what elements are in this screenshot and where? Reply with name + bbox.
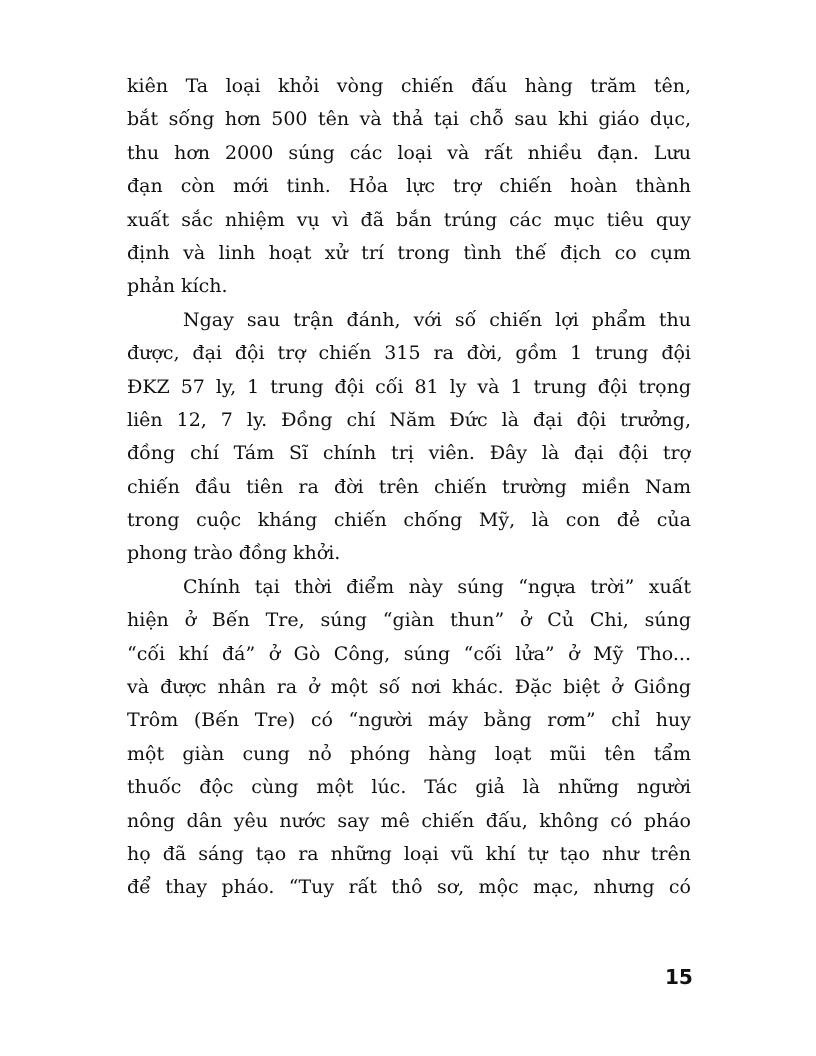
paragraph-start-line: Ngay sau trận đánh, với số chiến lợi phẩm thu: [183, 308, 691, 331]
text-line: và được nhân ra ở một số nơi khác. Đặc biệt ở Giồng: [127, 676, 691, 699]
text-line: đồng chí Tám Sĩ chính trị viên. Đây là đại đội trợ: [127, 442, 691, 465]
text-line: liên 12, 7 ly. Đồng chí Năm Đức là đại đội trưởng,: [127, 408, 691, 431]
text-line: thu hơn 2000 súng các loại và rất nhiều đạn. Lưu: [127, 141, 691, 164]
text-line: đạn còn mới tinh. Hỏa lực trợ chiến hoàn thành: [127, 175, 691, 198]
text-line: họ đã sáng tạo ra những loại vũ khí tự tạo như trên: [127, 842, 691, 865]
text-line: phản kích.: [127, 275, 228, 298]
text-line: trong cuộc kháng chiến chống Mỹ, là con đẻ của: [127, 509, 691, 532]
body-text: [127, 70, 691, 905]
page-number: 15: [665, 965, 693, 989]
text-line: được, đại đội trợ chiến 315 ra đời, gồm 1 trung đội: [127, 342, 691, 365]
text-line: “cối khí đá” ở Gò Công, súng “cối lửa” ở Mỹ Tho...: [127, 642, 691, 665]
text-line: bắt sống hơn 500 tên và thả tại chỗ sau khi giáo dục,: [127, 108, 691, 131]
text-line: định và linh hoạt xử trí trong tình thế địch co cụm: [127, 241, 691, 264]
text-line: Trôm (Bến Tre) có “người máy bằng rơm” chỉ huy: [127, 709, 691, 732]
text-line: để thay pháo. “Tuy rất thô sơ, mộc mạc, nhưng có: [127, 876, 691, 899]
text-line: thuốc độc cùng một lúc. Tác giả là những người: [127, 776, 691, 799]
text-line: một giàn cung nỏ phóng hàng loạt mũi tên tẩm: [127, 742, 691, 765]
text-line: nông dân yêu nước say mê chiến đấu, không có pháo: [127, 809, 691, 832]
text-line: xuất sắc nhiệm vụ vì đã bắn trúng các mục tiêu quy: [127, 208, 691, 231]
paragraph-start-line: Chính tại thời điểm này súng “ngựa trời” xuất: [183, 575, 691, 598]
text-line: chiến đầu tiên ra đời trên chiến trường miền Nam: [127, 475, 691, 498]
text-line: hiện ở Bến Tre, súng “giàn thun” ở Củ Chi, súng: [127, 609, 691, 632]
text-line: kiên Ta loại khỏi vòng chiến đấu hàng trăm tên,: [127, 75, 691, 97]
text-line: phong trào đồng khởi.: [127, 542, 341, 565]
text-line: ĐKZ 57 ly, 1 trung đội cối 81 ly và 1 trung đội trọng: [127, 375, 691, 398]
